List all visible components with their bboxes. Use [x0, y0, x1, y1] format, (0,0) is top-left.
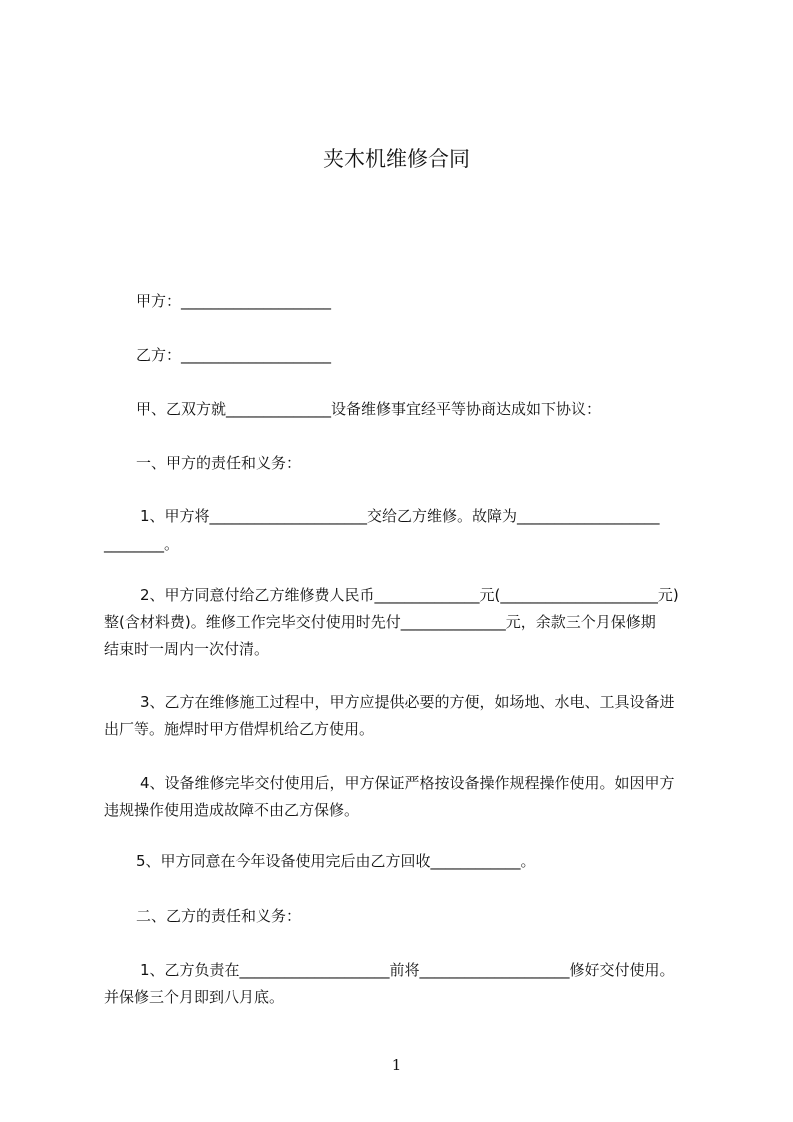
party-b-line: 乙方：____________________	[136, 346, 332, 364]
text-line: 违规操作使用造成故障不由乙方保修。	[104, 801, 360, 819]
page-title: 夹木机维修合同	[323, 147, 470, 171]
party-a-line: 甲方：____________________	[136, 292, 332, 310]
text-line: 1、乙方负责在____________________前将____________________修好交付使用。	[140, 961, 675, 979]
text-line: 2、甲方同意付给乙方维修费人民币______________元(_____________________元)	[140, 586, 679, 604]
intro-paragraph: 甲、乙双方就______________设备维修事宜经平等协商达成如下协议：	[136, 400, 602, 418]
text-line: ________。	[104, 535, 180, 553]
text-line: 并保修三个月即到八月底。	[104, 988, 285, 1006]
page-number: 1	[391, 1056, 402, 1074]
text-line: 出厂等。施焊时甲方借焊机给乙方使用。	[104, 720, 375, 738]
section-1-heading: 一、甲方的责任和义务：	[136, 454, 302, 472]
text-line: 整(含材料费)。维修工作完毕交付使用时先付______________元，余款三个月保修期	[104, 613, 656, 631]
section-1-item-5: 5、甲方同意在今年设备使用完后由乙方回收____________。	[136, 852, 536, 870]
text-line: 4、设备维修完毕交付使用后，甲方保证严格按设备操作规程操作使用。如因甲方	[140, 774, 675, 792]
section-2-heading: 二、乙方的责任和义务：	[136, 907, 302, 925]
text-line: 结束时一周内一次付清。	[104, 640, 270, 658]
text-line: 3、乙方在维修施工过程中，甲方应提供必要的方便，如场地、水电、工具设备进	[140, 693, 675, 711]
text-line: 1、甲方将_____________________交给乙方维修。故障为___________________	[140, 507, 660, 525]
